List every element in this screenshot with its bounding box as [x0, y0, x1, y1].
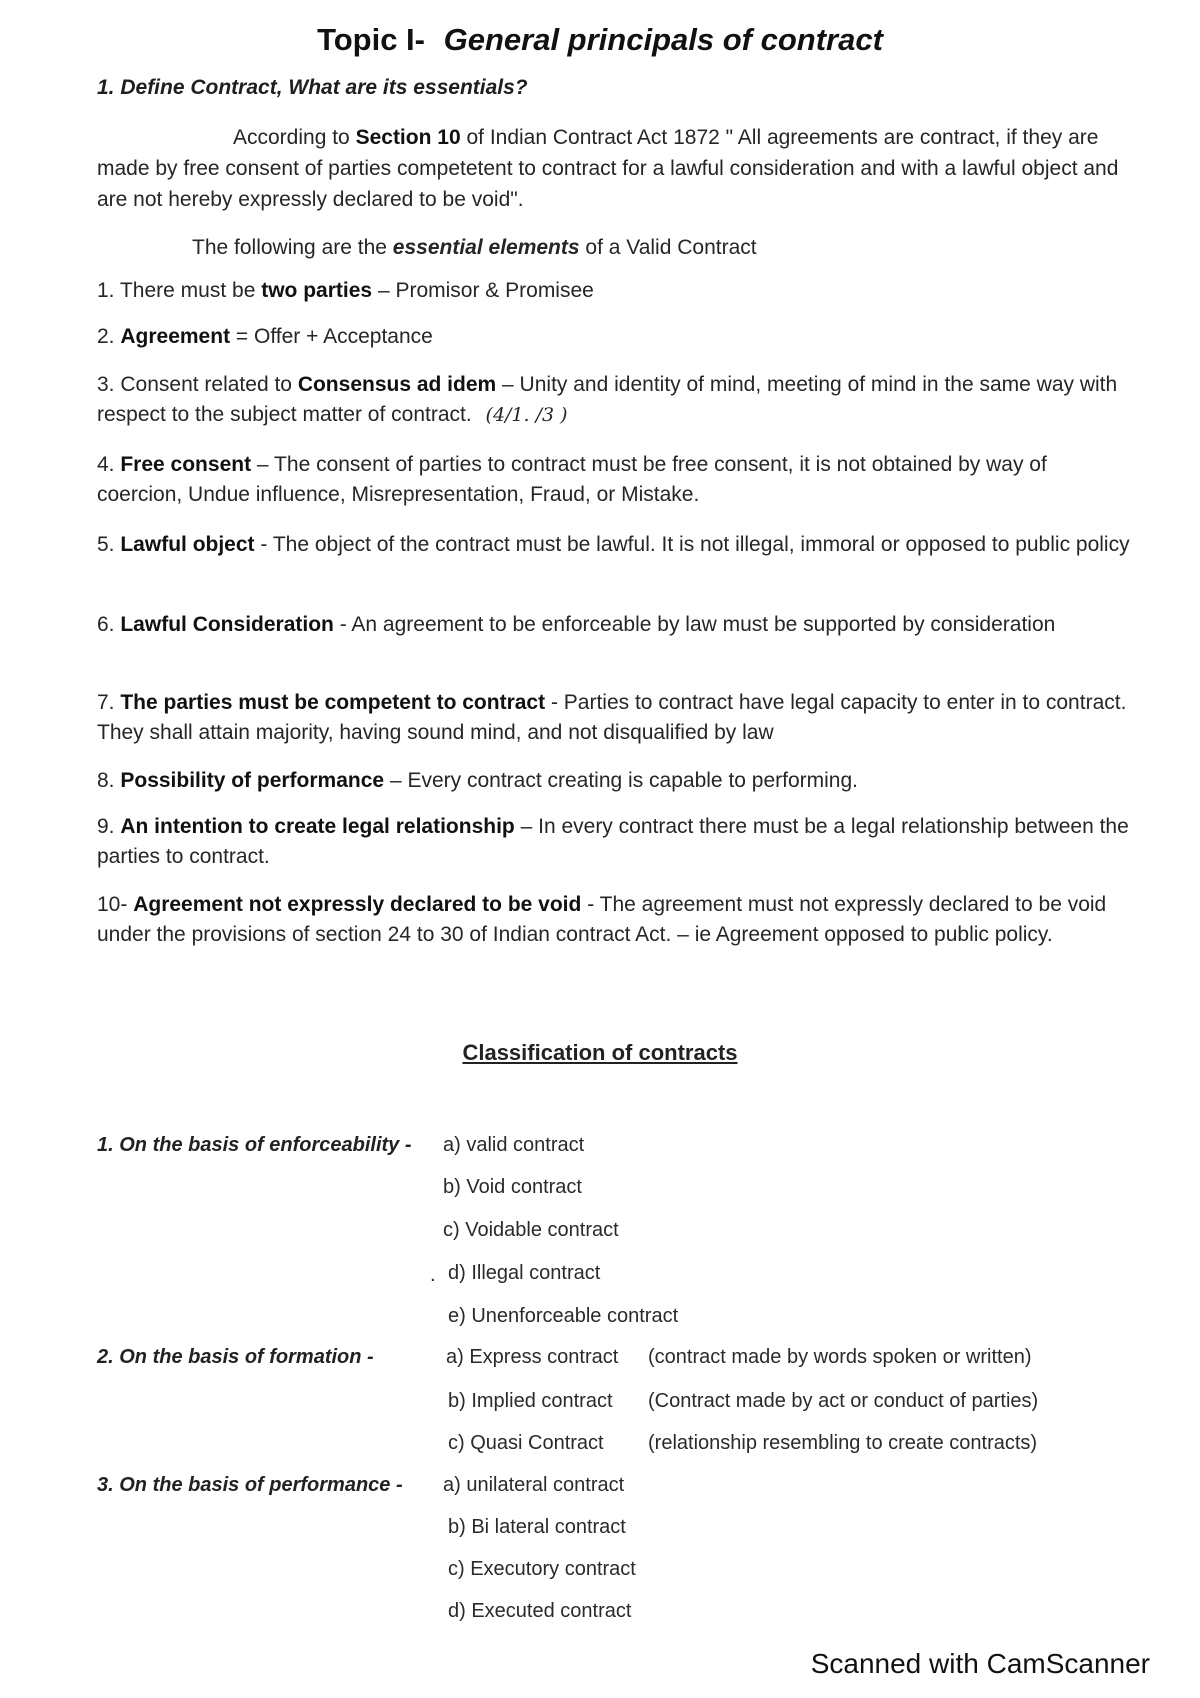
essential-item-3 [97, 370, 1137, 430]
item-text: - Parties to contract have legal capacity to enter in to contract. They shall attain majority, having sound mind, and not disqualified by law [97, 691, 1127, 744]
item-heading: Possibility of performance [120, 769, 385, 792]
essential-item-6 [97, 610, 1137, 640]
scanner-watermark: Scanned with CamScanner [810, 1648, 1150, 1679]
desc-express: (contract made by words spoken or written) [648, 1346, 1032, 1368]
basis-label: 2. On the basis of formation - [97, 1346, 374, 1368]
essential-item-4 [97, 450, 1137, 510]
item-heading: two parties [261, 279, 373, 302]
item-text: - The agreement must not expressly declared to be void under the provisions of section 24 to 30 of Indian contract Act. – ie Agreement opposed to public policy. [97, 893, 1107, 946]
option-bilateral: b) Bi lateral contract [448, 1516, 626, 1538]
item-number: 1. [97, 279, 115, 302]
definition-section: Section 10 [355, 126, 461, 149]
essential-item-7 [97, 688, 1137, 748]
option-unilateral: a) unilateral contract [443, 1474, 625, 1496]
item-number: 2. [97, 325, 115, 348]
desc-implied: (Contract made by act or conduct of parties) [648, 1390, 1039, 1412]
item-heading: Free consent [120, 453, 252, 476]
item-heading: Agreement [120, 325, 231, 348]
item-heading: Consensus ad idem [297, 373, 497, 396]
item-text: - An agreement to be enforceable by law must be supported by consideration [339, 613, 1056, 636]
item-number: 9. [97, 815, 115, 838]
option-quasi: c) Quasi Contract [448, 1432, 604, 1454]
item-number: 3. [97, 373, 115, 396]
option-unenforceable: e) Unenforceable contract [448, 1305, 679, 1327]
option-voidable: c) Voidable contract [443, 1219, 619, 1241]
definition-lead: According to [233, 126, 350, 149]
option-express: a) Express contract [446, 1346, 619, 1368]
item-heading: Lawful Consideration [120, 613, 334, 636]
intro-emphasis: essential elements [392, 236, 580, 259]
item-heading: An intention to create legal relationship [120, 815, 515, 838]
page-title [0, 22, 1200, 58]
basis-label: 1. On the basis of enforceability - [97, 1134, 412, 1156]
essential-item-2 [97, 322, 1137, 352]
item-text: – Promisor & Promisee [377, 279, 594, 302]
item-number: 4. [97, 453, 115, 476]
handwritten-note: (4/1. /3 ) [485, 404, 568, 426]
option-void: b) Void contract [443, 1176, 582, 1198]
option-valid: a) valid contract [443, 1134, 585, 1156]
item-text: - The object of the contract must be lawful. It is not illegal, immoral or opposed to public policy [260, 533, 1130, 556]
essential-item-1 [97, 276, 1137, 306]
basis-enforceability [97, 1134, 412, 1157]
option-implied: b) Implied contract [448, 1390, 613, 1412]
item-text: – The consent of parties to contract must be free consent, it is not obtained by way of coercion, Undue influence, Misrepresentation, Fraud, or Mistake. [97, 453, 1047, 506]
item-text: – Unity and identity of mind, meeting of mind in the same way with respect to the subject matter of contract. [97, 373, 1118, 426]
item-text: – In every contract there must be a legal relationship between the parties to contract. [97, 815, 1129, 868]
item-number: 10- [97, 893, 128, 916]
classification-heading: Classification of contracts [462, 1040, 738, 1065]
item-number: 5. [97, 533, 115, 556]
definition-text: of Indian Contract Act 1872 " All agreements are contract, if they are made by free consent of parties competetent to contract for a lawful consideration and with a lawful object and are not hereby expressly declared to be void". [97, 126, 1119, 211]
title-subtitle: General principals of contract [443, 22, 883, 57]
item-text: = Offer + Acceptance [235, 325, 433, 348]
item-lead: There must be [119, 279, 256, 302]
essential-item-5 [97, 530, 1137, 560]
item-number: 6. [97, 613, 115, 636]
essential-item-9 [97, 812, 1137, 872]
item-heading: Agreement not expressly declared to be void [133, 893, 582, 916]
item-text: – Every contract creating is capable to performing. [389, 769, 858, 792]
option-executory: c) Executory contract [448, 1558, 636, 1580]
desc-quasi: (relationship resembling to create contracts) [648, 1432, 1038, 1454]
stray-bullet: . [430, 1264, 436, 1286]
option-illegal: d) Illegal contract [448, 1262, 601, 1284]
basis-performance [97, 1474, 403, 1497]
essentials-intro [192, 232, 1092, 263]
definition-paragraph [97, 122, 1127, 215]
item-number: 8. [97, 769, 115, 792]
item-heading: The parties must be competent to contract [120, 691, 546, 714]
essential-item-8 [97, 766, 1137, 796]
question-heading: 1. Define Contract, What are its essentials? [97, 76, 528, 99]
item-number: 7. [97, 691, 115, 714]
item-lead: Consent related to [120, 373, 292, 396]
intro-tail: of a Valid Contract [585, 236, 757, 259]
option-executed: d) Executed contract [448, 1600, 632, 1622]
intro-lead: The following are the [192, 236, 387, 259]
title-topic: Topic I- [317, 22, 425, 57]
item-heading: Lawful object [120, 533, 255, 556]
basis-label: 3. On the basis of performance - [97, 1474, 403, 1496]
basis-formation [97, 1346, 374, 1369]
essential-item-10 [97, 890, 1137, 950]
